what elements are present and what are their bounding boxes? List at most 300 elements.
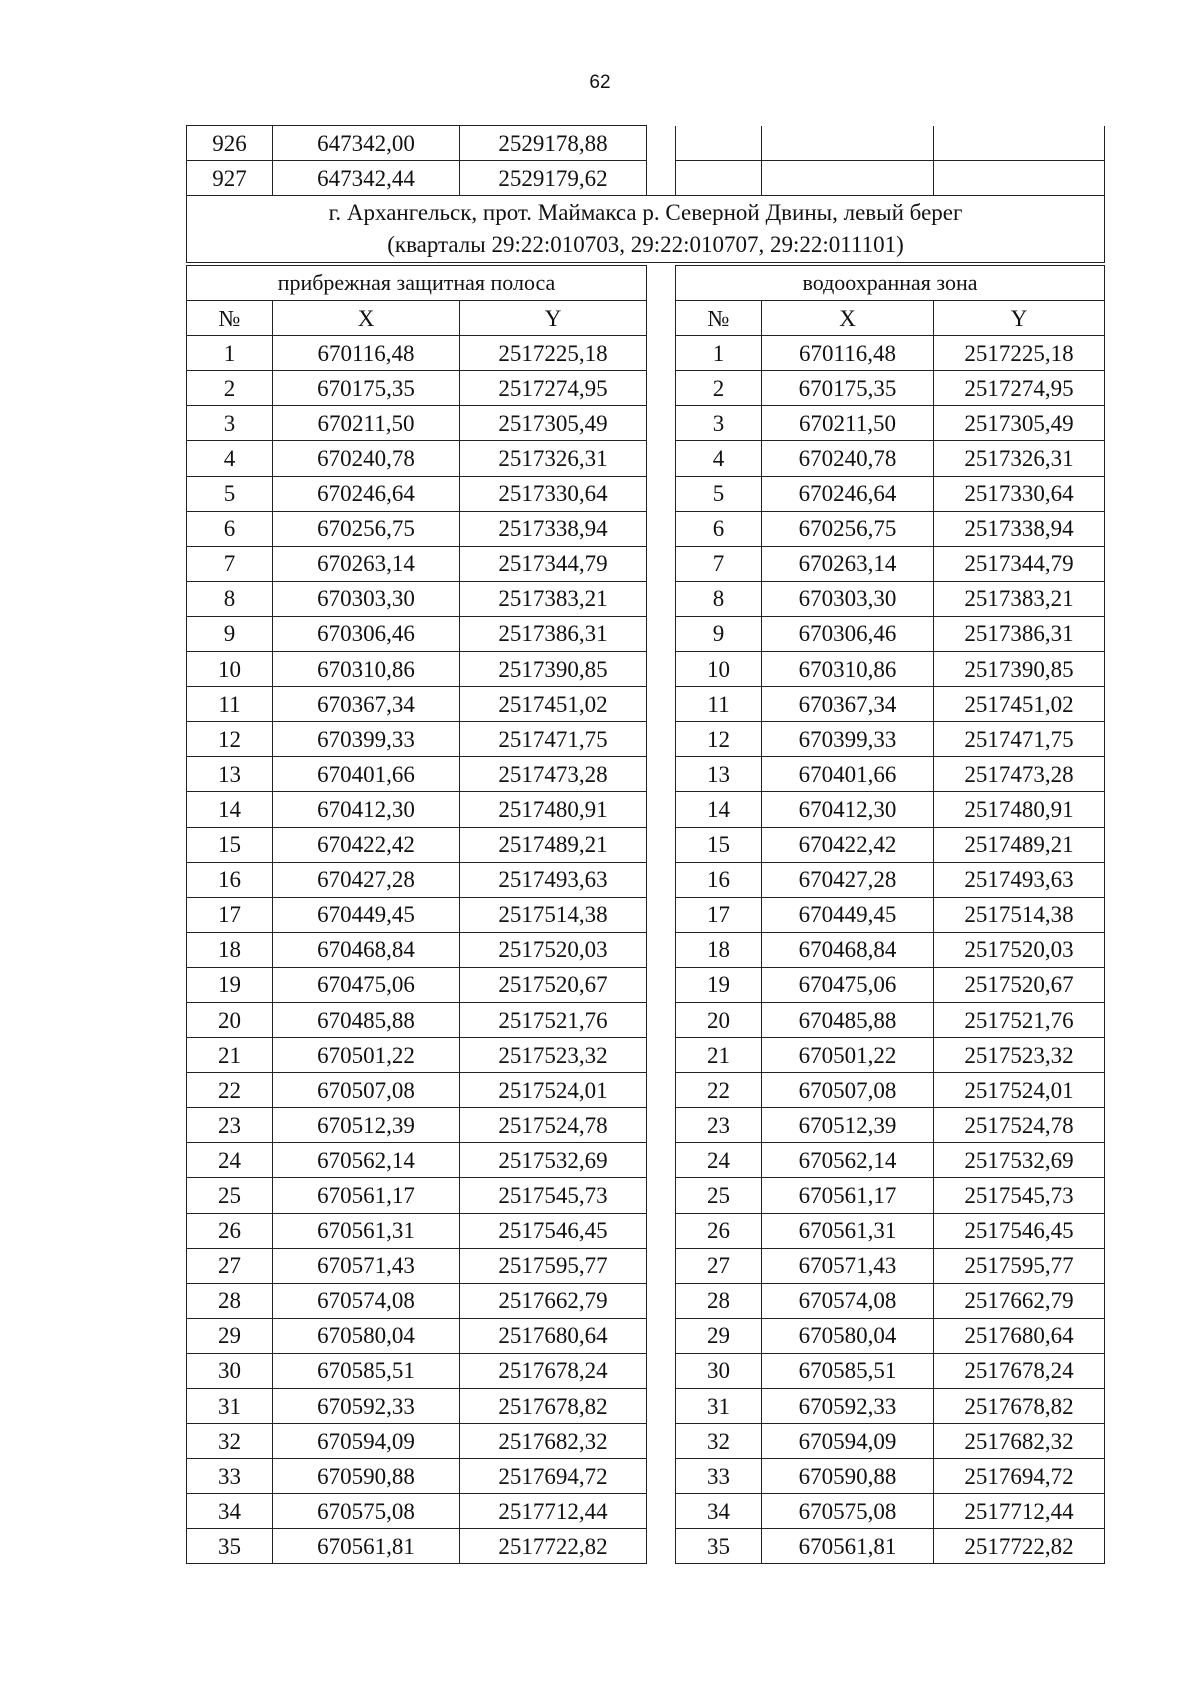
table-row: [187, 1529, 647, 1564]
left-header-y: Y: [460, 301, 647, 336]
right-x-coordinate-cell: 670594,09: [762, 1424, 934, 1459]
table-row: [676, 1283, 1105, 1318]
table-row: [187, 1353, 647, 1388]
right-y-coordinate-cell: 2517545,73: [934, 1178, 1105, 1213]
table-row: [676, 862, 1105, 897]
left-y-coordinate-cell: 2517524,78: [460, 1108, 647, 1143]
point-number-cell: 927: [187, 161, 273, 196]
x-coordinate-cell: 647342,44: [273, 161, 460, 196]
right-y-coordinate-cell: 2517524,78: [934, 1108, 1105, 1143]
right-y-coordinate-cell: 2517386,31: [934, 616, 1105, 651]
right-y-coordinate-cell: 2517520,03: [934, 932, 1105, 967]
right-x-coordinate-cell: 670263,14: [762, 546, 934, 581]
table-row: [187, 1248, 647, 1283]
table-row: [187, 476, 647, 511]
table-row: [187, 757, 647, 792]
right-y-coordinate-cell: 2517326,31: [934, 441, 1105, 476]
right-point-number-cell: 31: [676, 1389, 762, 1424]
right-y-coordinate-cell: 2517595,77: [934, 1248, 1105, 1283]
left-point-number-cell: 3: [187, 406, 273, 441]
left-point-number-cell: 35: [187, 1529, 273, 1564]
table-row: [187, 1283, 647, 1318]
table-row: [187, 897, 647, 932]
left-header-no: №: [187, 301, 273, 336]
right-y-coordinate-cell: 2517390,85: [934, 652, 1105, 687]
right-x-coordinate-cell: 670422,42: [762, 827, 934, 862]
column-gap: [647, 126, 676, 161]
left-x-coordinate-cell: 670590,88: [273, 1459, 460, 1494]
left-x-coordinate-cell: 670507,08: [273, 1073, 460, 1108]
left-point-number-cell: 25: [187, 1178, 273, 1213]
right-point-number-cell: 26: [676, 1213, 762, 1248]
right-x-coordinate-cell: 670240,78: [762, 441, 934, 476]
right-y-coordinate-cell: 2517344,79: [934, 546, 1105, 581]
table-row: [187, 371, 647, 406]
right-x-coordinate-cell: 670485,88: [762, 1002, 934, 1037]
table-row: [187, 722, 647, 757]
right-point-number-cell: 3: [676, 406, 762, 441]
continuation-table: [186, 125, 1105, 263]
table-row: [676, 1494, 1105, 1529]
table-row: [187, 792, 647, 827]
right-point-number-cell: 20: [676, 1002, 762, 1037]
table-row: [187, 1494, 647, 1529]
point-number-cell: 926: [187, 126, 273, 161]
table-row: [676, 476, 1105, 511]
table-row: [187, 687, 647, 722]
table-row: [676, 687, 1105, 722]
table-row: [676, 1389, 1105, 1424]
right-x-coordinate-cell: 670571,43: [762, 1248, 934, 1283]
right-point-number-cell: 21: [676, 1038, 762, 1073]
left-y-coordinate-cell: 2517680,64: [460, 1318, 647, 1353]
table-row: [676, 1459, 1105, 1494]
table-row: [676, 1108, 1105, 1143]
x-coordinate-cell: 647342,00: [273, 126, 460, 161]
right-y-coordinate-cell: 2517305,49: [934, 406, 1105, 441]
left-x-coordinate-cell: 670310,86: [273, 652, 460, 687]
right-header-y: Y: [934, 301, 1105, 336]
right-x-coordinate-cell: 670561,31: [762, 1213, 934, 1248]
left-x-coordinate-cell: 670116,48: [273, 336, 460, 371]
right-x-coordinate-cell: 670561,17: [762, 1178, 934, 1213]
left-y-coordinate-cell: 2517712,44: [460, 1494, 647, 1529]
table-row: [187, 336, 647, 371]
table-row: [187, 126, 1105, 161]
empty-cell: [762, 161, 934, 196]
right-x-coordinate-cell: 670303,30: [762, 581, 934, 616]
right-y-coordinate-cell: 2517520,67: [934, 967, 1105, 1002]
right-x-coordinate-cell: 670592,33: [762, 1389, 934, 1424]
left-x-coordinate-cell: 670412,30: [273, 792, 460, 827]
left-x-coordinate-cell: 670422,42: [273, 827, 460, 862]
left-x-coordinate-cell: 670594,09: [273, 1424, 460, 1459]
table-row: [676, 1248, 1105, 1283]
left-y-coordinate-cell: 2517678,24: [460, 1353, 647, 1388]
right-point-number-cell: 1: [676, 336, 762, 371]
table-row: [676, 406, 1105, 441]
left-x-coordinate-cell: 670399,33: [273, 722, 460, 757]
left-y-coordinate-cell: 2517532,69: [460, 1143, 647, 1178]
right-point-number-cell: 18: [676, 932, 762, 967]
table-row: [676, 1143, 1105, 1178]
left-x-coordinate-cell: 670367,34: [273, 687, 460, 722]
left-point-number-cell: 5: [187, 476, 273, 511]
table-row: [676, 827, 1105, 862]
left-y-coordinate-cell: 2517493,63: [460, 862, 647, 897]
right-point-number-cell: 29: [676, 1318, 762, 1353]
left-y-coordinate-cell: 2517390,85: [460, 652, 647, 687]
table-row: [187, 827, 647, 862]
left-x-coordinate-cell: 670175,35: [273, 371, 460, 406]
section-heading: [187, 196, 1105, 263]
right-header-no: №: [676, 301, 762, 336]
table-row: [187, 862, 647, 897]
table-row: [676, 1353, 1105, 1388]
table-row: [187, 406, 647, 441]
table-row: [187, 1178, 647, 1213]
table-row: [187, 932, 647, 967]
section-heading-line-1: г. Архангельск, прот. Маймакса р. Северной Двины, левый берег: [328, 200, 963, 226]
right-point-number-cell: 14: [676, 792, 762, 827]
left-x-coordinate-cell: 670580,04: [273, 1318, 460, 1353]
table-row: [676, 511, 1105, 546]
right-x-coordinate-cell: 670585,51: [762, 1353, 934, 1388]
empty-cell: [934, 161, 1105, 196]
table-row: [187, 1424, 647, 1459]
right-x-coordinate-cell: 670211,50: [762, 406, 934, 441]
section-heading-line-2: (кварталы 29:22:010703, 29:22:010707, 29:22:011101): [387, 232, 904, 258]
right-x-coordinate-cell: 670561,81: [762, 1529, 934, 1564]
table-row: [676, 897, 1105, 932]
right-y-coordinate-cell: 2517521,76: [934, 1002, 1105, 1037]
left-x-coordinate-cell: 670211,50: [273, 406, 460, 441]
left-x-coordinate-cell: 670512,39: [273, 1108, 460, 1143]
table-row: [676, 336, 1105, 371]
left-y-coordinate-cell: 2517274,95: [460, 371, 647, 406]
table-row: [676, 932, 1105, 967]
table-row: [676, 1318, 1105, 1353]
coastal-protection-strip-table: [186, 265, 647, 1564]
right-point-number-cell: 6: [676, 511, 762, 546]
table-row: [676, 792, 1105, 827]
right-point-number-cell: 10: [676, 652, 762, 687]
left-y-coordinate-cell: 2517338,94: [460, 511, 647, 546]
left-x-coordinate-cell: 670256,75: [273, 511, 460, 546]
right-x-coordinate-cell: 670562,14: [762, 1143, 934, 1178]
left-y-coordinate-cell: 2517595,77: [460, 1248, 647, 1283]
left-point-number-cell: 21: [187, 1038, 273, 1073]
right-header-x: X: [762, 301, 934, 336]
left-y-coordinate-cell: 2517514,38: [460, 897, 647, 932]
right-x-coordinate-cell: 670575,08: [762, 1494, 934, 1529]
table-row: [187, 652, 647, 687]
left-x-coordinate-cell: 670246,64: [273, 476, 460, 511]
left-x-coordinate-cell: 670501,22: [273, 1038, 460, 1073]
right-point-number-cell: 8: [676, 581, 762, 616]
left-y-coordinate-cell: 2517451,02: [460, 687, 647, 722]
table-row: [187, 581, 647, 616]
table-row: [676, 1213, 1105, 1248]
left-x-coordinate-cell: 670306,46: [273, 616, 460, 651]
left-y-coordinate-cell: 2517330,64: [460, 476, 647, 511]
left-point-number-cell: 8: [187, 581, 273, 616]
right-y-coordinate-cell: 2517489,21: [934, 827, 1105, 862]
table-row: [676, 616, 1105, 651]
left-point-number-cell: 1: [187, 336, 273, 371]
left-x-coordinate-cell: 670485,88: [273, 1002, 460, 1037]
right-y-coordinate-cell: 2517471,75: [934, 722, 1105, 757]
right-x-coordinate-cell: 670310,86: [762, 652, 934, 687]
right-y-coordinate-cell: 2517493,63: [934, 862, 1105, 897]
right-x-coordinate-cell: 670468,84: [762, 932, 934, 967]
right-y-coordinate-cell: 2517678,82: [934, 1389, 1105, 1424]
left-x-coordinate-cell: 670571,43: [273, 1248, 460, 1283]
right-y-coordinate-cell: 2517712,44: [934, 1494, 1105, 1529]
right-table-title: водоохранная зона: [676, 266, 1105, 301]
left-y-coordinate-cell: 2517678,82: [460, 1389, 647, 1424]
left-point-number-cell: 15: [187, 827, 273, 862]
right-y-coordinate-cell: 2517330,64: [934, 476, 1105, 511]
table-row: [187, 511, 647, 546]
left-x-coordinate-cell: 670561,81: [273, 1529, 460, 1564]
left-x-coordinate-cell: 670592,33: [273, 1389, 460, 1424]
left-y-coordinate-cell: 2517523,32: [460, 1038, 647, 1073]
table-row: [676, 546, 1105, 581]
right-x-coordinate-cell: 670175,35: [762, 371, 934, 406]
right-x-coordinate-cell: 670116,48: [762, 336, 934, 371]
empty-cell: [676, 126, 762, 161]
left-x-coordinate-cell: 670475,06: [273, 967, 460, 1002]
right-x-coordinate-cell: 670475,06: [762, 967, 934, 1002]
left-x-coordinate-cell: 670561,31: [273, 1213, 460, 1248]
right-point-number-cell: 28: [676, 1283, 762, 1318]
y-coordinate-cell: 2529179,62: [460, 161, 647, 196]
left-point-number-cell: 22: [187, 1073, 273, 1108]
right-x-coordinate-cell: 670246,64: [762, 476, 934, 511]
left-point-number-cell: 14: [187, 792, 273, 827]
left-y-coordinate-cell: 2517722,82: [460, 1529, 647, 1564]
right-y-coordinate-cell: 2517514,38: [934, 897, 1105, 932]
left-point-number-cell: 13: [187, 757, 273, 792]
right-point-number-cell: 32: [676, 1424, 762, 1459]
y-coordinate-cell: 2529178,88: [460, 126, 647, 161]
left-point-number-cell: 29: [187, 1318, 273, 1353]
right-x-coordinate-cell: 670306,46: [762, 616, 934, 651]
right-x-coordinate-cell: 670256,75: [762, 511, 934, 546]
table-row: [676, 1529, 1105, 1564]
left-y-coordinate-cell: 2517383,21: [460, 581, 647, 616]
left-point-number-cell: 20: [187, 1002, 273, 1037]
left-y-coordinate-cell: 2517520,03: [460, 932, 647, 967]
table-row: [187, 1073, 647, 1108]
right-point-number-cell: 24: [676, 1143, 762, 1178]
left-point-number-cell: 11: [187, 687, 273, 722]
left-x-coordinate-cell: 670561,17: [273, 1178, 460, 1213]
right-y-coordinate-cell: 2517682,32: [934, 1424, 1105, 1459]
left-y-coordinate-cell: 2517473,28: [460, 757, 647, 792]
left-point-number-cell: 31: [187, 1389, 273, 1424]
right-point-number-cell: 15: [676, 827, 762, 862]
table-row: [676, 1002, 1105, 1037]
right-y-coordinate-cell: 2517662,79: [934, 1283, 1105, 1318]
table-row: [676, 722, 1105, 757]
right-point-number-cell: 22: [676, 1073, 762, 1108]
left-y-coordinate-cell: 2517545,73: [460, 1178, 647, 1213]
left-point-number-cell: 32: [187, 1424, 273, 1459]
table-row: [187, 1038, 647, 1073]
table-row: [187, 1213, 647, 1248]
left-y-coordinate-cell: 2517694,72: [460, 1459, 647, 1494]
right-point-number-cell: 12: [676, 722, 762, 757]
table-row: [187, 1459, 647, 1494]
table-row: [676, 967, 1105, 1002]
left-point-number-cell: 17: [187, 897, 273, 932]
left-point-number-cell: 28: [187, 1283, 273, 1318]
right-x-coordinate-cell: 670507,08: [762, 1073, 934, 1108]
right-x-coordinate-cell: 670367,34: [762, 687, 934, 722]
right-x-coordinate-cell: 670401,66: [762, 757, 934, 792]
table-row: [676, 581, 1105, 616]
right-point-number-cell: 13: [676, 757, 762, 792]
table-row: [187, 161, 1105, 196]
right-point-number-cell: 4: [676, 441, 762, 476]
left-point-number-cell: 34: [187, 1494, 273, 1529]
right-point-number-cell: 19: [676, 967, 762, 1002]
table-row: [676, 371, 1105, 406]
left-x-coordinate-cell: 670240,78: [273, 441, 460, 476]
left-x-coordinate-cell: 670575,08: [273, 1494, 460, 1529]
table-row: [187, 1108, 647, 1143]
page-number: 62: [589, 72, 611, 93]
right-x-coordinate-cell: 670449,45: [762, 897, 934, 932]
right-y-coordinate-cell: 2517383,21: [934, 581, 1105, 616]
left-point-number-cell: 4: [187, 441, 273, 476]
left-header-x: X: [273, 301, 460, 336]
left-point-number-cell: 6: [187, 511, 273, 546]
left-y-coordinate-cell: 2517521,76: [460, 1002, 647, 1037]
left-point-number-cell: 33: [187, 1459, 273, 1494]
left-table-title: прибрежная защитная полоса: [187, 266, 647, 301]
right-y-coordinate-cell: 2517722,82: [934, 1529, 1105, 1564]
right-x-coordinate-cell: 670501,22: [762, 1038, 934, 1073]
section-heading-row: [187, 196, 1105, 263]
table-row: [187, 1389, 647, 1424]
right-y-coordinate-cell: 2517524,01: [934, 1073, 1105, 1108]
left-point-number-cell: 16: [187, 862, 273, 897]
water-protection-zone-table: [675, 265, 1105, 1564]
right-point-number-cell: 9: [676, 616, 762, 651]
left-x-coordinate-cell: 670303,30: [273, 581, 460, 616]
table-row: [676, 652, 1105, 687]
table-row: [187, 1143, 647, 1178]
empty-cell: [762, 126, 934, 161]
right-point-number-cell: 5: [676, 476, 762, 511]
right-point-number-cell: 27: [676, 1248, 762, 1283]
table-row: [676, 1178, 1105, 1213]
left-y-coordinate-cell: 2517662,79: [460, 1283, 647, 1318]
right-point-number-cell: 11: [676, 687, 762, 722]
left-x-coordinate-cell: 670263,14: [273, 546, 460, 581]
table-row: [187, 616, 647, 651]
left-y-coordinate-cell: 2517386,31: [460, 616, 647, 651]
empty-cell: [934, 126, 1105, 161]
left-point-number-cell: 12: [187, 722, 273, 757]
right-y-coordinate-cell: 2517274,95: [934, 371, 1105, 406]
right-y-coordinate-cell: 2517473,28: [934, 757, 1105, 792]
right-x-coordinate-cell: 670427,28: [762, 862, 934, 897]
table-row: [187, 1002, 647, 1037]
left-y-coordinate-cell: 2517524,01: [460, 1073, 647, 1108]
left-point-number-cell: 24: [187, 1143, 273, 1178]
left-point-number-cell: 23: [187, 1108, 273, 1143]
right-point-number-cell: 34: [676, 1494, 762, 1529]
right-point-number-cell: 35: [676, 1529, 762, 1564]
table-row: [187, 1318, 647, 1353]
left-point-number-cell: 30: [187, 1353, 273, 1388]
table-row: [187, 441, 647, 476]
left-point-number-cell: 7: [187, 546, 273, 581]
left-x-coordinate-cell: 670562,14: [273, 1143, 460, 1178]
left-point-number-cell: 10: [187, 652, 273, 687]
left-y-coordinate-cell: 2517471,75: [460, 722, 647, 757]
left-x-coordinate-cell: 670449,45: [273, 897, 460, 932]
right-y-coordinate-cell: 2517338,94: [934, 511, 1105, 546]
table-row: [187, 546, 647, 581]
right-point-number-cell: 33: [676, 1459, 762, 1494]
left-x-coordinate-cell: 670574,08: [273, 1283, 460, 1318]
table-row: [676, 1038, 1105, 1073]
right-point-number-cell: 17: [676, 897, 762, 932]
left-y-coordinate-cell: 2517326,31: [460, 441, 647, 476]
table-row: [187, 967, 647, 1002]
left-y-coordinate-cell: 2517344,79: [460, 546, 647, 581]
right-y-coordinate-cell: 2517680,64: [934, 1318, 1105, 1353]
right-point-number-cell: 30: [676, 1353, 762, 1388]
right-x-coordinate-cell: 670574,08: [762, 1283, 934, 1318]
left-y-coordinate-cell: 2517305,49: [460, 406, 647, 441]
left-y-coordinate-cell: 2517225,18: [460, 336, 647, 371]
right-x-coordinate-cell: 670590,88: [762, 1459, 934, 1494]
left-point-number-cell: 27: [187, 1248, 273, 1283]
left-point-number-cell: 26: [187, 1213, 273, 1248]
table-row: [676, 1424, 1105, 1459]
left-y-coordinate-cell: 2517489,21: [460, 827, 647, 862]
right-y-coordinate-cell: 2517532,69: [934, 1143, 1105, 1178]
left-x-coordinate-cell: 670427,28: [273, 862, 460, 897]
right-y-coordinate-cell: 2517480,91: [934, 792, 1105, 827]
right-point-number-cell: 25: [676, 1178, 762, 1213]
left-point-number-cell: 19: [187, 967, 273, 1002]
right-x-coordinate-cell: 670580,04: [762, 1318, 934, 1353]
left-y-coordinate-cell: 2517682,32: [460, 1424, 647, 1459]
left-x-coordinate-cell: 670585,51: [273, 1353, 460, 1388]
left-point-number-cell: 2: [187, 371, 273, 406]
right-point-number-cell: 7: [676, 546, 762, 581]
table-row: [676, 441, 1105, 476]
left-y-coordinate-cell: 2517520,67: [460, 967, 647, 1002]
right-point-number-cell: 16: [676, 862, 762, 897]
left-x-coordinate-cell: 670401,66: [273, 757, 460, 792]
right-x-coordinate-cell: 670512,39: [762, 1108, 934, 1143]
table-row: [676, 757, 1105, 792]
left-point-number-cell: 9: [187, 616, 273, 651]
left-y-coordinate-cell: 2517480,91: [460, 792, 647, 827]
right-y-coordinate-cell: 2517451,02: [934, 687, 1105, 722]
right-point-number-cell: 2: [676, 371, 762, 406]
right-y-coordinate-cell: 2517694,72: [934, 1459, 1105, 1494]
left-x-coordinate-cell: 670468,84: [273, 932, 460, 967]
